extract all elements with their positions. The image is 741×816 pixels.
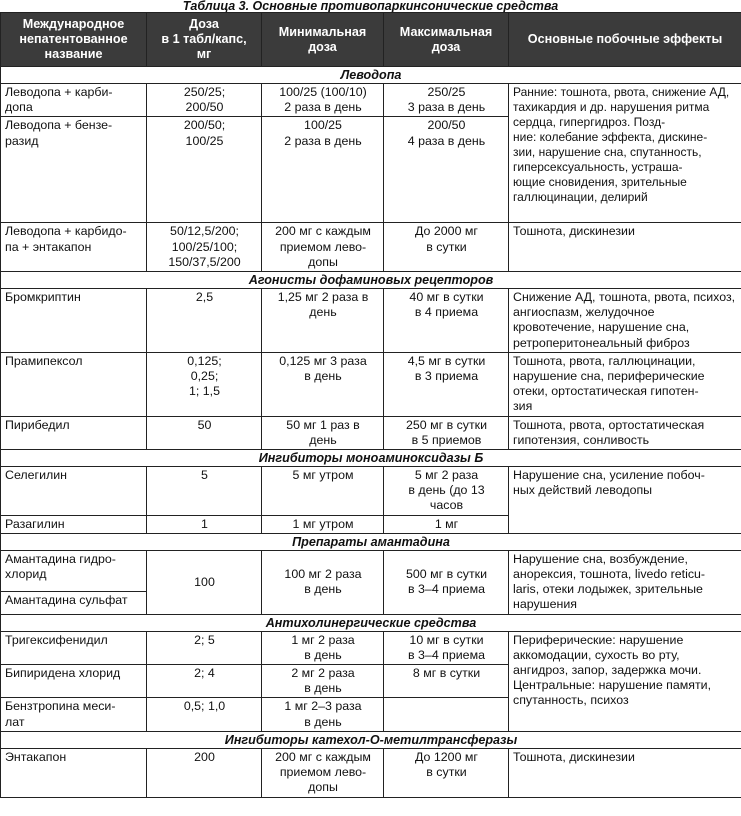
drug-max-dose	[384, 698, 509, 731]
table-row	[1, 631, 741, 664]
section-row	[1, 533, 741, 550]
side-effects: Тошнота, дискинезии	[509, 223, 741, 272]
drug-name: Амантадина гидро- хлорид	[1, 550, 147, 591]
table-row	[1, 223, 741, 272]
drug-min-dose: 200 мг с каждым приемом лево- допы	[262, 223, 384, 272]
drug-dose: 1	[147, 515, 262, 533]
antiparkinson-drugs-table	[0, 12, 741, 798]
drug-dose: 0,5; 1,0	[147, 698, 262, 731]
drug-name: Пирибедил	[1, 416, 147, 449]
drug-min-dose: 100 мг 2 раза в день	[262, 550, 384, 614]
drug-dose: 2,5	[147, 289, 262, 353]
table-row	[1, 289, 741, 353]
drug-min-dose: 1,25 мг 2 раза в день	[262, 289, 384, 353]
drug-dose: 0,125; 0,25; 1; 1,5	[147, 352, 262, 416]
side-effects: Тошнота, рвота, ортостатическая гипотензия, сонливость	[509, 416, 741, 449]
drug-name: Селегилин	[1, 467, 147, 516]
drug-min-dose: 100/25 (100/10) 2 раза в день	[262, 84, 384, 117]
drug-max-dose: 1 мг	[384, 515, 509, 533]
drug-max-dose: 250/25 3 раза в день	[384, 84, 509, 117]
section-title-anticholinergic: Антихолинергические средства	[1, 614, 741, 631]
drug-dose: 50/12,5/200; 100/25/100; 150/37,5/200	[147, 223, 262, 272]
drug-max-dose: 4,5 мг в сутки в 3 приема	[384, 352, 509, 416]
header-name: Международное непатентованное название	[1, 13, 147, 67]
side-effects: Периферические: нарушение аккомодации, сухость во рту, ангидроз, запор, задержка мочи. Центральные: нарушение памяти, спутанность, психоз	[509, 631, 741, 731]
drug-max-dose: До 1200 мг в сутки	[384, 748, 509, 797]
side-effects: Тошнота, дискинезии	[509, 748, 741, 797]
header-dose: Доза в 1 табл/капс, мг	[147, 13, 262, 67]
drug-name: Бромкриптин	[1, 289, 147, 353]
drug-max-dose: 10 мг в сутки в 3–4 приема	[384, 631, 509, 664]
side-effects: Ранние: тошнота, рвота, снижение АД, тахикардия и др. нарушения ритма сердца, гипергидроз. Позд- ние: колебание эффекта, дискине- зии, нарушение сна, спутанность, гиперсексуальность, устраша- ющие сновидения, зрительные галлюцинации, делирий	[509, 84, 741, 223]
drug-dose: 2; 5	[147, 631, 262, 664]
header-max-dose: Максимальная доза	[384, 13, 509, 67]
drug-max-dose: До 2000 мг в сутки	[384, 223, 509, 272]
section-row	[1, 614, 741, 631]
drug-name: Энтакапон	[1, 748, 147, 797]
drug-dose: 5	[147, 467, 262, 516]
table-row	[1, 550, 741, 591]
drug-name: Леводопа + карбидо- па + энтакапон	[1, 223, 147, 272]
header-side-effects: Основные побочные эффекты	[509, 13, 741, 67]
section-title-comt: Ингибиторы катехол-О-метилтрансферазы	[1, 731, 741, 748]
drug-max-dose: 200/50 4 раза в день	[384, 117, 509, 223]
section-row	[1, 272, 741, 289]
drug-min-dose: 50 мг 1 раз в день	[262, 416, 384, 449]
section-row	[1, 67, 741, 84]
drug-dose: 50	[147, 416, 262, 449]
table-row	[1, 748, 741, 797]
section-title-levodopa: Леводопа	[1, 67, 741, 84]
header-min-dose: Минимальная доза	[262, 13, 384, 67]
drug-max-dose: 5 мг 2 раза в день (до 13 часов	[384, 467, 509, 516]
drug-min-dose: 1 мг 2–3 раза в день	[262, 698, 384, 731]
drug-dose: 200/50; 100/25	[147, 117, 262, 223]
drug-max-dose: 250 мг в сутки в 5 приемов	[384, 416, 509, 449]
drug-max-dose: 8 мг в сутки	[384, 665, 509, 698]
drug-name: Прамипексол	[1, 352, 147, 416]
side-effects: Нарушение сна, возбуждение, анорексия, тошнота, livedo reticu- laris, отеки лодыжек, зрительные нарушения	[509, 550, 741, 614]
side-effects: Тошнота, рвота, галлюцинации, нарушение сна, периферические отеки, ортостатическая гипотен- зия	[509, 352, 741, 416]
drug-min-dose: 1 мг утром	[262, 515, 384, 533]
table-row	[1, 352, 741, 416]
drug-name: Бензтропина меси- лат	[1, 698, 147, 731]
table-row	[1, 84, 741, 117]
drug-dose: 250/25; 200/50	[147, 84, 262, 117]
drug-name: Бипиридена хлорид	[1, 665, 147, 698]
drug-dose: 200	[147, 748, 262, 797]
drug-name: Леводопа + карби- допа	[1, 84, 147, 117]
drug-dose: 100	[147, 550, 262, 614]
drug-min-dose: 200 мг с каждым приемом лево- допы	[262, 748, 384, 797]
side-effects: Снижение АД, тошнота, рвота, психоз, ангиоспазм, желудочное кровотечение, нарушение сна, ретроперитонеальный фиброз	[509, 289, 741, 353]
drug-name: Разагилин	[1, 515, 147, 533]
section-title-mao-b: Ингибиторы моноаминоксидазы Б	[1, 450, 741, 467]
table-row	[1, 416, 741, 449]
drug-name: Леводопа + бензе- разид	[1, 117, 147, 223]
header-row	[1, 13, 741, 67]
drug-dose: 2; 4	[147, 665, 262, 698]
drug-max-dose: 500 мг в сутки в 3–4 приема	[384, 550, 509, 614]
section-title-amantadine: Препараты амантадина	[1, 533, 741, 550]
section-row	[1, 731, 741, 748]
drug-max-dose: 40 мг в сутки в 4 приема	[384, 289, 509, 353]
drug-min-dose: 0,125 мг 3 раза в день	[262, 352, 384, 416]
side-effects: Нарушение сна, усиление побоч- ных действий леводопы	[509, 467, 741, 534]
section-title-agonists: Агонисты дофаминовых рецепторов	[1, 272, 741, 289]
drug-name: Амантадина сульфат	[1, 592, 147, 615]
drug-name: Тригексифенидил	[1, 631, 147, 664]
drug-min-dose: 100/25 2 раза в день	[262, 117, 384, 223]
section-row	[1, 450, 741, 467]
table-caption: Таблица 3. Основные противопаркинсонические средства	[182, 0, 559, 12]
table-row	[1, 467, 741, 516]
drug-min-dose: 5 мг утром	[262, 467, 384, 516]
drug-min-dose: 1 мг 2 раза в день	[262, 631, 384, 664]
drug-min-dose: 2 мг 2 раза в день	[262, 665, 384, 698]
